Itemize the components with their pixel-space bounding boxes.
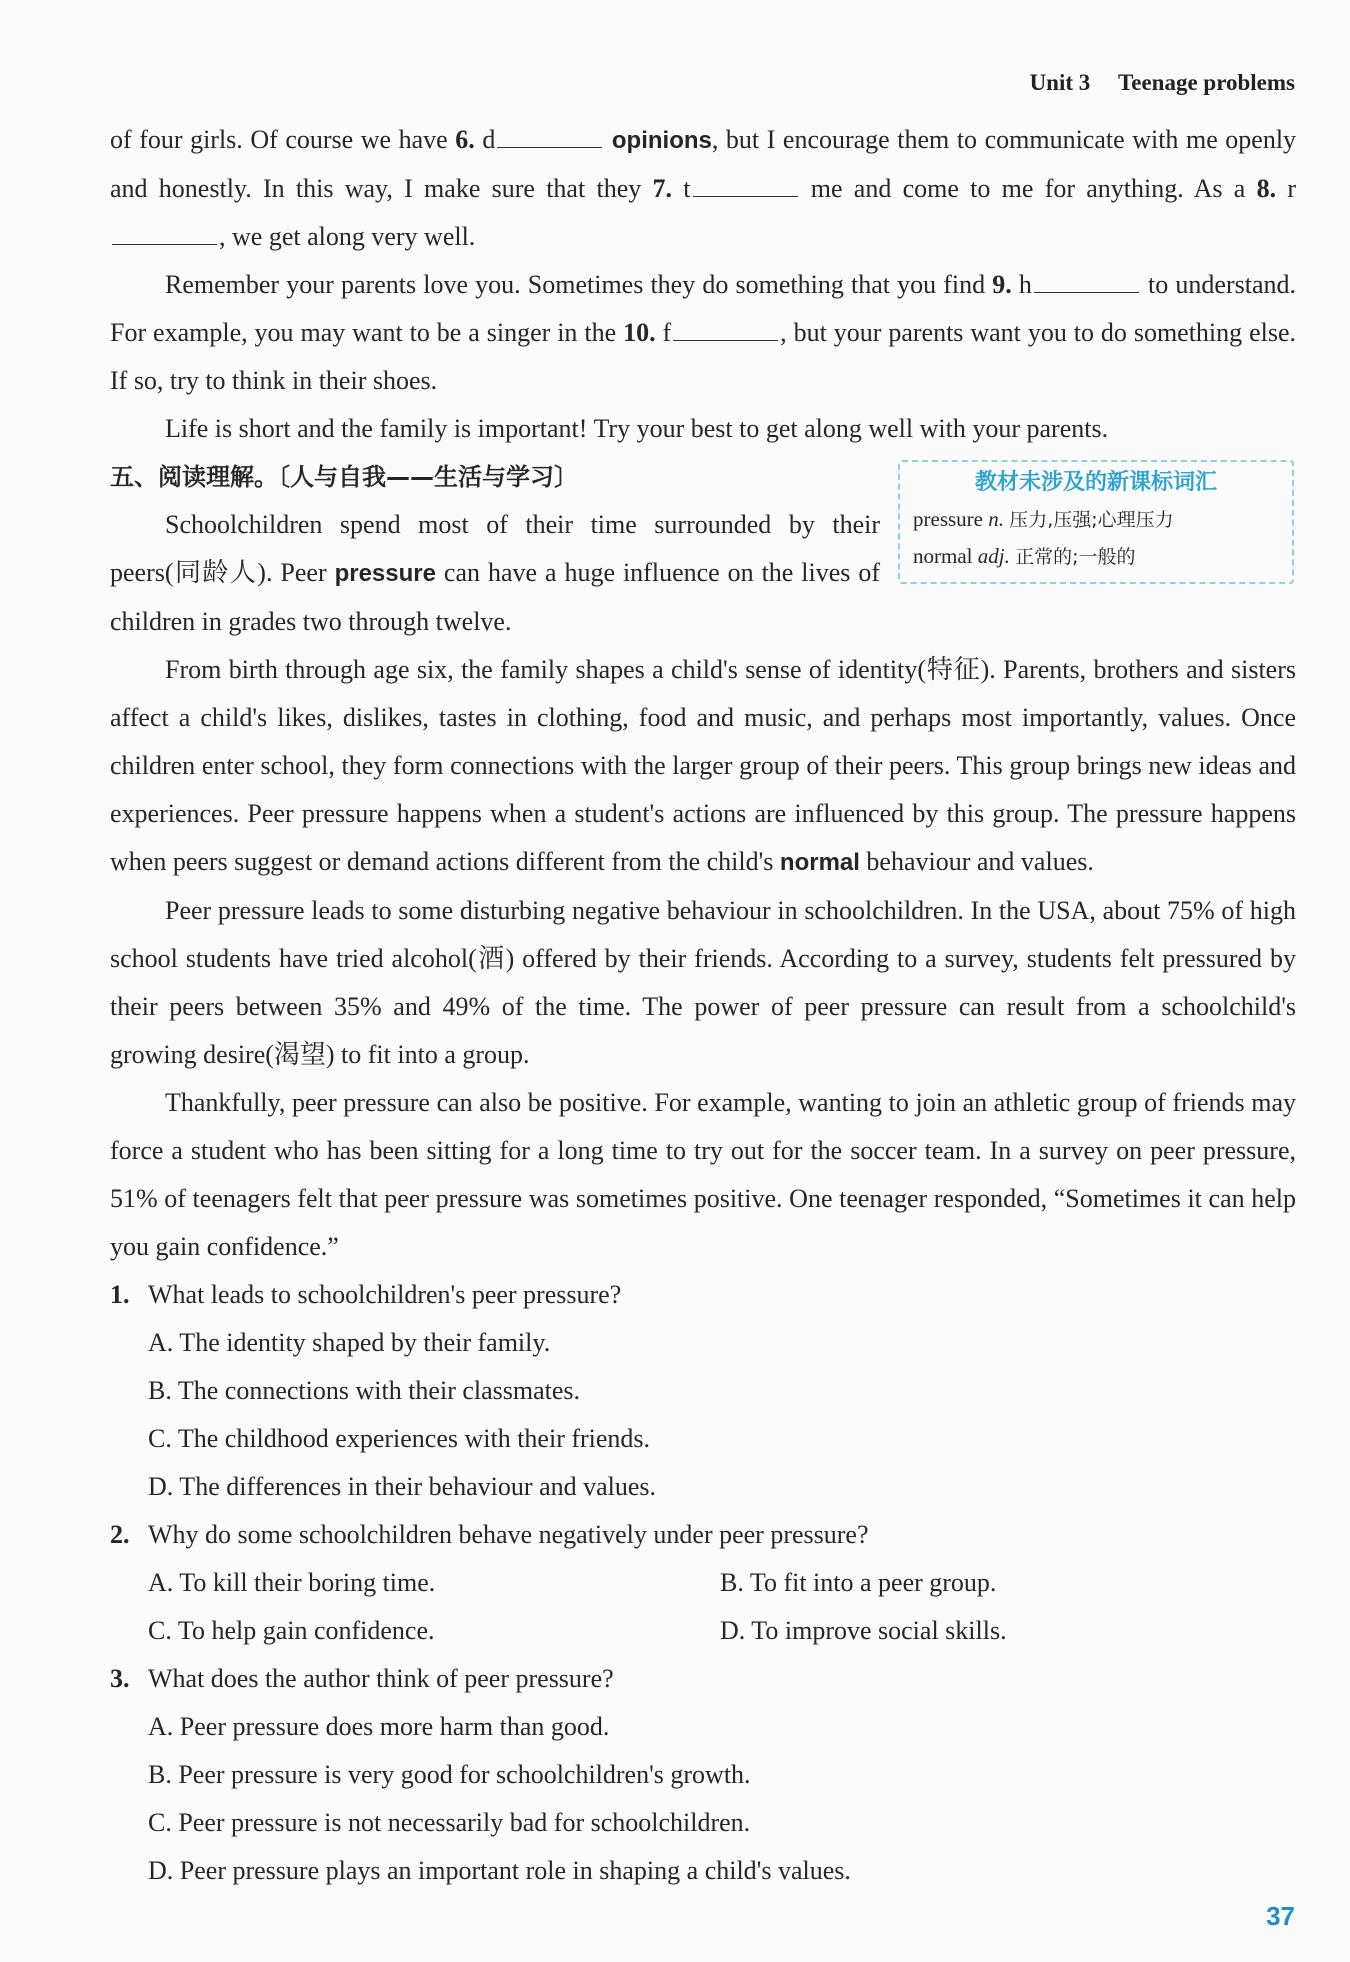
blank-8[interactable] <box>112 220 217 245</box>
blank-letter: r <box>1287 174 1296 203</box>
option-c[interactable]: C. The childhood experiences with their friends. <box>148 1424 651 1453</box>
letter-paragraph-3: Life is short and the family is important! Try your best to get along well with your parents. <box>165 414 1109 443</box>
passage-paragraph-3: Peer pressure leads to some disturbing negative behaviour in schoolchildren. In the USA, about 75% of high school students have tried alcohol(酒) offered by their friends. According to a survey, students felt pressured by their peers between 35% and 49% of the time. The power of peer pressure can result from a schoolchild's growing desire(渴望) to fit into a group. <box>110 896 1296 1069</box>
vocab-meaning: 正常的;一般的 <box>1015 546 1136 568</box>
blank-number: 6. <box>455 125 475 154</box>
bold-word: normal <box>779 849 860 876</box>
passage-paragraph-4: Thankfully, peer pressure can also be positive. For example, wanting to join an athletic group of friends may force a student who has been sitting for a long time to try out for the soccer team. In a survey on peer pressure, 51% of teenagers felt that peer pressure was sometimes positive. One teenager responded, “Sometimes it can help you gain confidence.” <box>110 1088 1296 1261</box>
question-1 <box>110 1271 1296 1511</box>
page-number: 37 <box>1266 1901 1295 1931</box>
vocab-word: normal <box>913 544 973 568</box>
blank-letter: d <box>482 125 496 154</box>
blank-7[interactable] <box>693 172 798 197</box>
vocab-word: pressure <box>913 507 983 531</box>
option-b[interactable]: B. Peer pressure is very good for schoolchildren's growth. <box>148 1760 751 1789</box>
blank-number: 10. <box>623 318 656 347</box>
question-3 <box>110 1655 1296 1895</box>
question-text: Why do some schoolchildren behave negatively under peer pressure? <box>148 1520 869 1549</box>
question-text: What does the author think of peer pressure? <box>148 1664 614 1693</box>
bold-word: pressure <box>334 560 436 587</box>
page-header <box>1030 70 1295 96</box>
question-number: 1. <box>110 1280 130 1309</box>
question-text: What leads to schoolchildren's peer pressure? <box>148 1280 622 1309</box>
option-a[interactable]: A. Peer pressure does more harm than good. <box>148 1712 610 1741</box>
option-row <box>110 1559 1296 1607</box>
vocab-item <box>900 541 1292 572</box>
option-d[interactable]: D. The differences in their behaviour and values. <box>148 1472 657 1501</box>
option-b[interactable]: B. To fit into a peer group. <box>720 1568 997 1597</box>
question-number: 3. <box>110 1664 130 1693</box>
vocab-item <box>900 498 1292 541</box>
blank-number: 8. <box>1256 174 1277 203</box>
section-title: 五、阅读理解。〔人与自我——生活与学习〕 <box>110 463 578 491</box>
vocab-meaning: 压力,压强;心理压力 <box>1009 509 1174 531</box>
blank-10[interactable] <box>673 316 778 341</box>
unit-title: Teenage problems <box>1118 70 1295 95</box>
blank-number: 7. <box>652 174 672 203</box>
vocab-box <box>898 460 1294 584</box>
option-c[interactable]: C. To help gain confidence. <box>148 1616 435 1645</box>
option-a[interactable]: A. The identity shaped by their family. <box>148 1328 551 1357</box>
option-d[interactable]: D. To improve social skills. <box>720 1616 1007 1645</box>
question-number: 2. <box>110 1520 130 1549</box>
letter-paragraph-2: Remember your parents love you. Sometimes they do something that you find 9. h to understand. For example, you may want to be a singer in the 10. f , but your parents want you to do something else. If so, try to think in their shoes. <box>110 270 1297 395</box>
blank-9[interactable] <box>1034 268 1139 293</box>
option-c[interactable]: C. Peer pressure is not necessarily bad for schoolchildren. <box>148 1808 751 1837</box>
vocab-box-title: 教材未涉及的新课标词汇 <box>974 470 1217 495</box>
question-2 <box>110 1511 1296 1655</box>
vocab-pos: n. <box>988 507 1004 531</box>
blank-letter: f <box>662 318 672 347</box>
page-content <box>110 116 1296 1895</box>
option-a[interactable]: A. To kill their boring time. <box>148 1568 436 1597</box>
vocab-pos: adj. <box>977 544 1010 568</box>
bold-word: opinions <box>611 127 712 154</box>
passage-paragraph-1: Schoolchildren spend most of their time surrounded by their peers(同龄人). Peer pressure can have a huge influence on the lives of children in grades two through twelve. <box>110 510 881 636</box>
blank-letter: t <box>683 174 691 203</box>
option-b[interactable]: B. The connections with their classmates. <box>148 1376 581 1405</box>
unit-label: Unit 3 <box>1029 70 1091 95</box>
passage-paragraph-2: From birth through age six, the family shapes a child's sense of identity(特征). Parents, brothers and sisters affect a child's likes, dislikes, tastes in clothing, food and music, and perhaps most importantly, values. Once children enter school, they form connections with the larger group of their peers. This group brings new ideas and experiences. Peer pressure happens when a student's actions are influenced by this group. The pressure happens when peers suggest or demand actions different from the child's normal behaviour and values. <box>110 655 1296 876</box>
blank-number: 9. <box>992 270 1012 299</box>
blank-6[interactable] <box>497 123 602 148</box>
letter-paragraph-1: of four girls. Of course we have 6. d opinions, but I encourage them to communicate with me openly and honestly. In this way, I make sure that they 7. t me and come to me for anything. As a 8. r, we get along very well. <box>110 125 1297 251</box>
option-d[interactable]: D. Peer pressure plays an important role in shaping a child's values. <box>148 1856 851 1885</box>
option-row <box>110 1607 1296 1655</box>
blank-letter: h <box>1018 270 1032 299</box>
